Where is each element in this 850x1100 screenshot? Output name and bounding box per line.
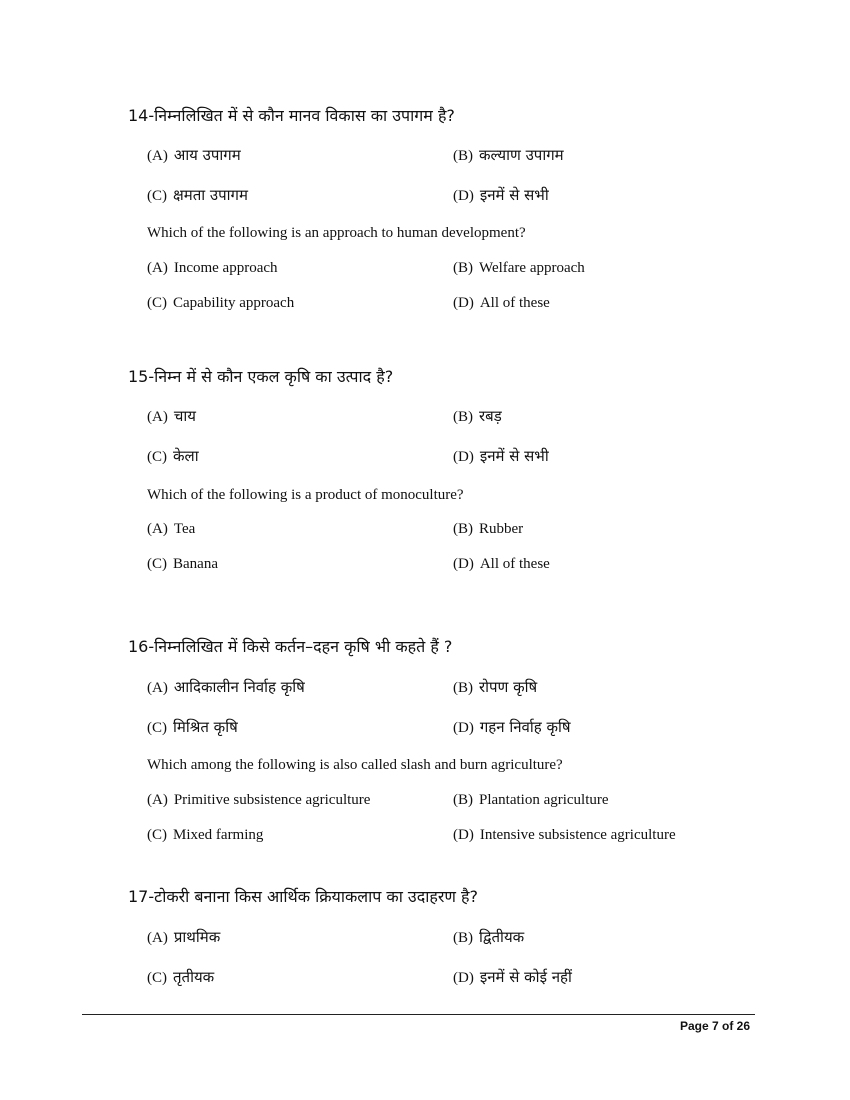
- q15-english-option-b: (B) Rubber: [453, 521, 524, 537]
- q17-hindi-option-d: (D) इनमें से कोई नहीं: [453, 968, 572, 986]
- q15-hindi-option-d: (D) इनमें से सभी: [453, 447, 549, 465]
- q15-english-option-a: (A) Tea: [147, 521, 196, 537]
- question-14-english: Which of the following is an approach to human development?: [147, 225, 526, 241]
- q15-english-option-d: (D) All of these: [453, 556, 550, 572]
- q17-hindi-option-c: (C) तृतीयक: [147, 968, 215, 986]
- question-16-hindi: 16-निम्नलिखित में किसे कर्तन–दहन कृषि भी कहते हैं ?: [128, 637, 453, 656]
- q16-english-option-c: (C) Mixed farming: [147, 827, 264, 843]
- q15-hindi-option-a: (A) चाय: [147, 407, 196, 425]
- q15-hindi-option-b: (B) रबड़: [453, 407, 502, 425]
- q14-hindi-option-d: (D) इनमें से सभी: [453, 186, 549, 204]
- q16-english-option-d: (D) Intensive subsistence agriculture: [453, 827, 676, 843]
- q16-hindi-option-c: (C) मिश्रित कृषि: [147, 718, 238, 736]
- q14-english-option-a: (A) Income approach: [147, 260, 278, 276]
- q15-english-option-c: (C) Banana: [147, 556, 218, 572]
- q16-hindi-option-b: (B) रोपण कृषि: [453, 678, 538, 696]
- q14-hindi-option-a: (A) आय उपागम: [147, 146, 241, 164]
- question-15-hindi: 15-निम्न में से कौन एकल कृषि का उत्पाद है?: [128, 367, 394, 386]
- footer-divider: [82, 1014, 755, 1015]
- q14-english-option-c: (C) Capability approach: [147, 295, 295, 311]
- q17-hindi-option-b: (B) द्वितीयक: [453, 928, 525, 946]
- q15-hindi-option-c: (C) केला: [147, 447, 199, 465]
- q17-hindi-option-a: (A) प्राथमिक: [147, 928, 221, 946]
- page-number: Page 7 of 26: [679, 1019, 750, 1033]
- q16-english-option-a: (A) Primitive subsistence agriculture: [147, 792, 371, 808]
- q14-english-option-d: (D) All of these: [453, 295, 550, 311]
- question-17-hindi: 17-टोकरी बनाना किस आर्थिक क्रियाकलाप का उदाहरण है?: [128, 887, 479, 906]
- question-15-english: Which of the following is a product of monoculture?: [147, 487, 464, 503]
- q14-hindi-option-c: (C) क्षमता उपागम: [147, 186, 248, 204]
- q16-hindi-option-d: (D) गहन निर्वाह कृषि: [453, 718, 571, 736]
- q16-english-option-b: (B) Plantation agriculture: [453, 792, 609, 808]
- q14-english-option-b: (B) Welfare approach: [453, 260, 585, 276]
- q16-hindi-option-a: (A) आदिकालीन निर्वाह कृषि: [147, 678, 305, 696]
- question-16-english: Which among the following is also called slash and burn agriculture?: [147, 757, 563, 773]
- question-14-hindi: 14-निम्नलिखित में से कौन मानव विकास का उपागम है?: [128, 106, 455, 125]
- q14-hindi-option-b: (B) कल्याण उपागम: [453, 146, 564, 164]
